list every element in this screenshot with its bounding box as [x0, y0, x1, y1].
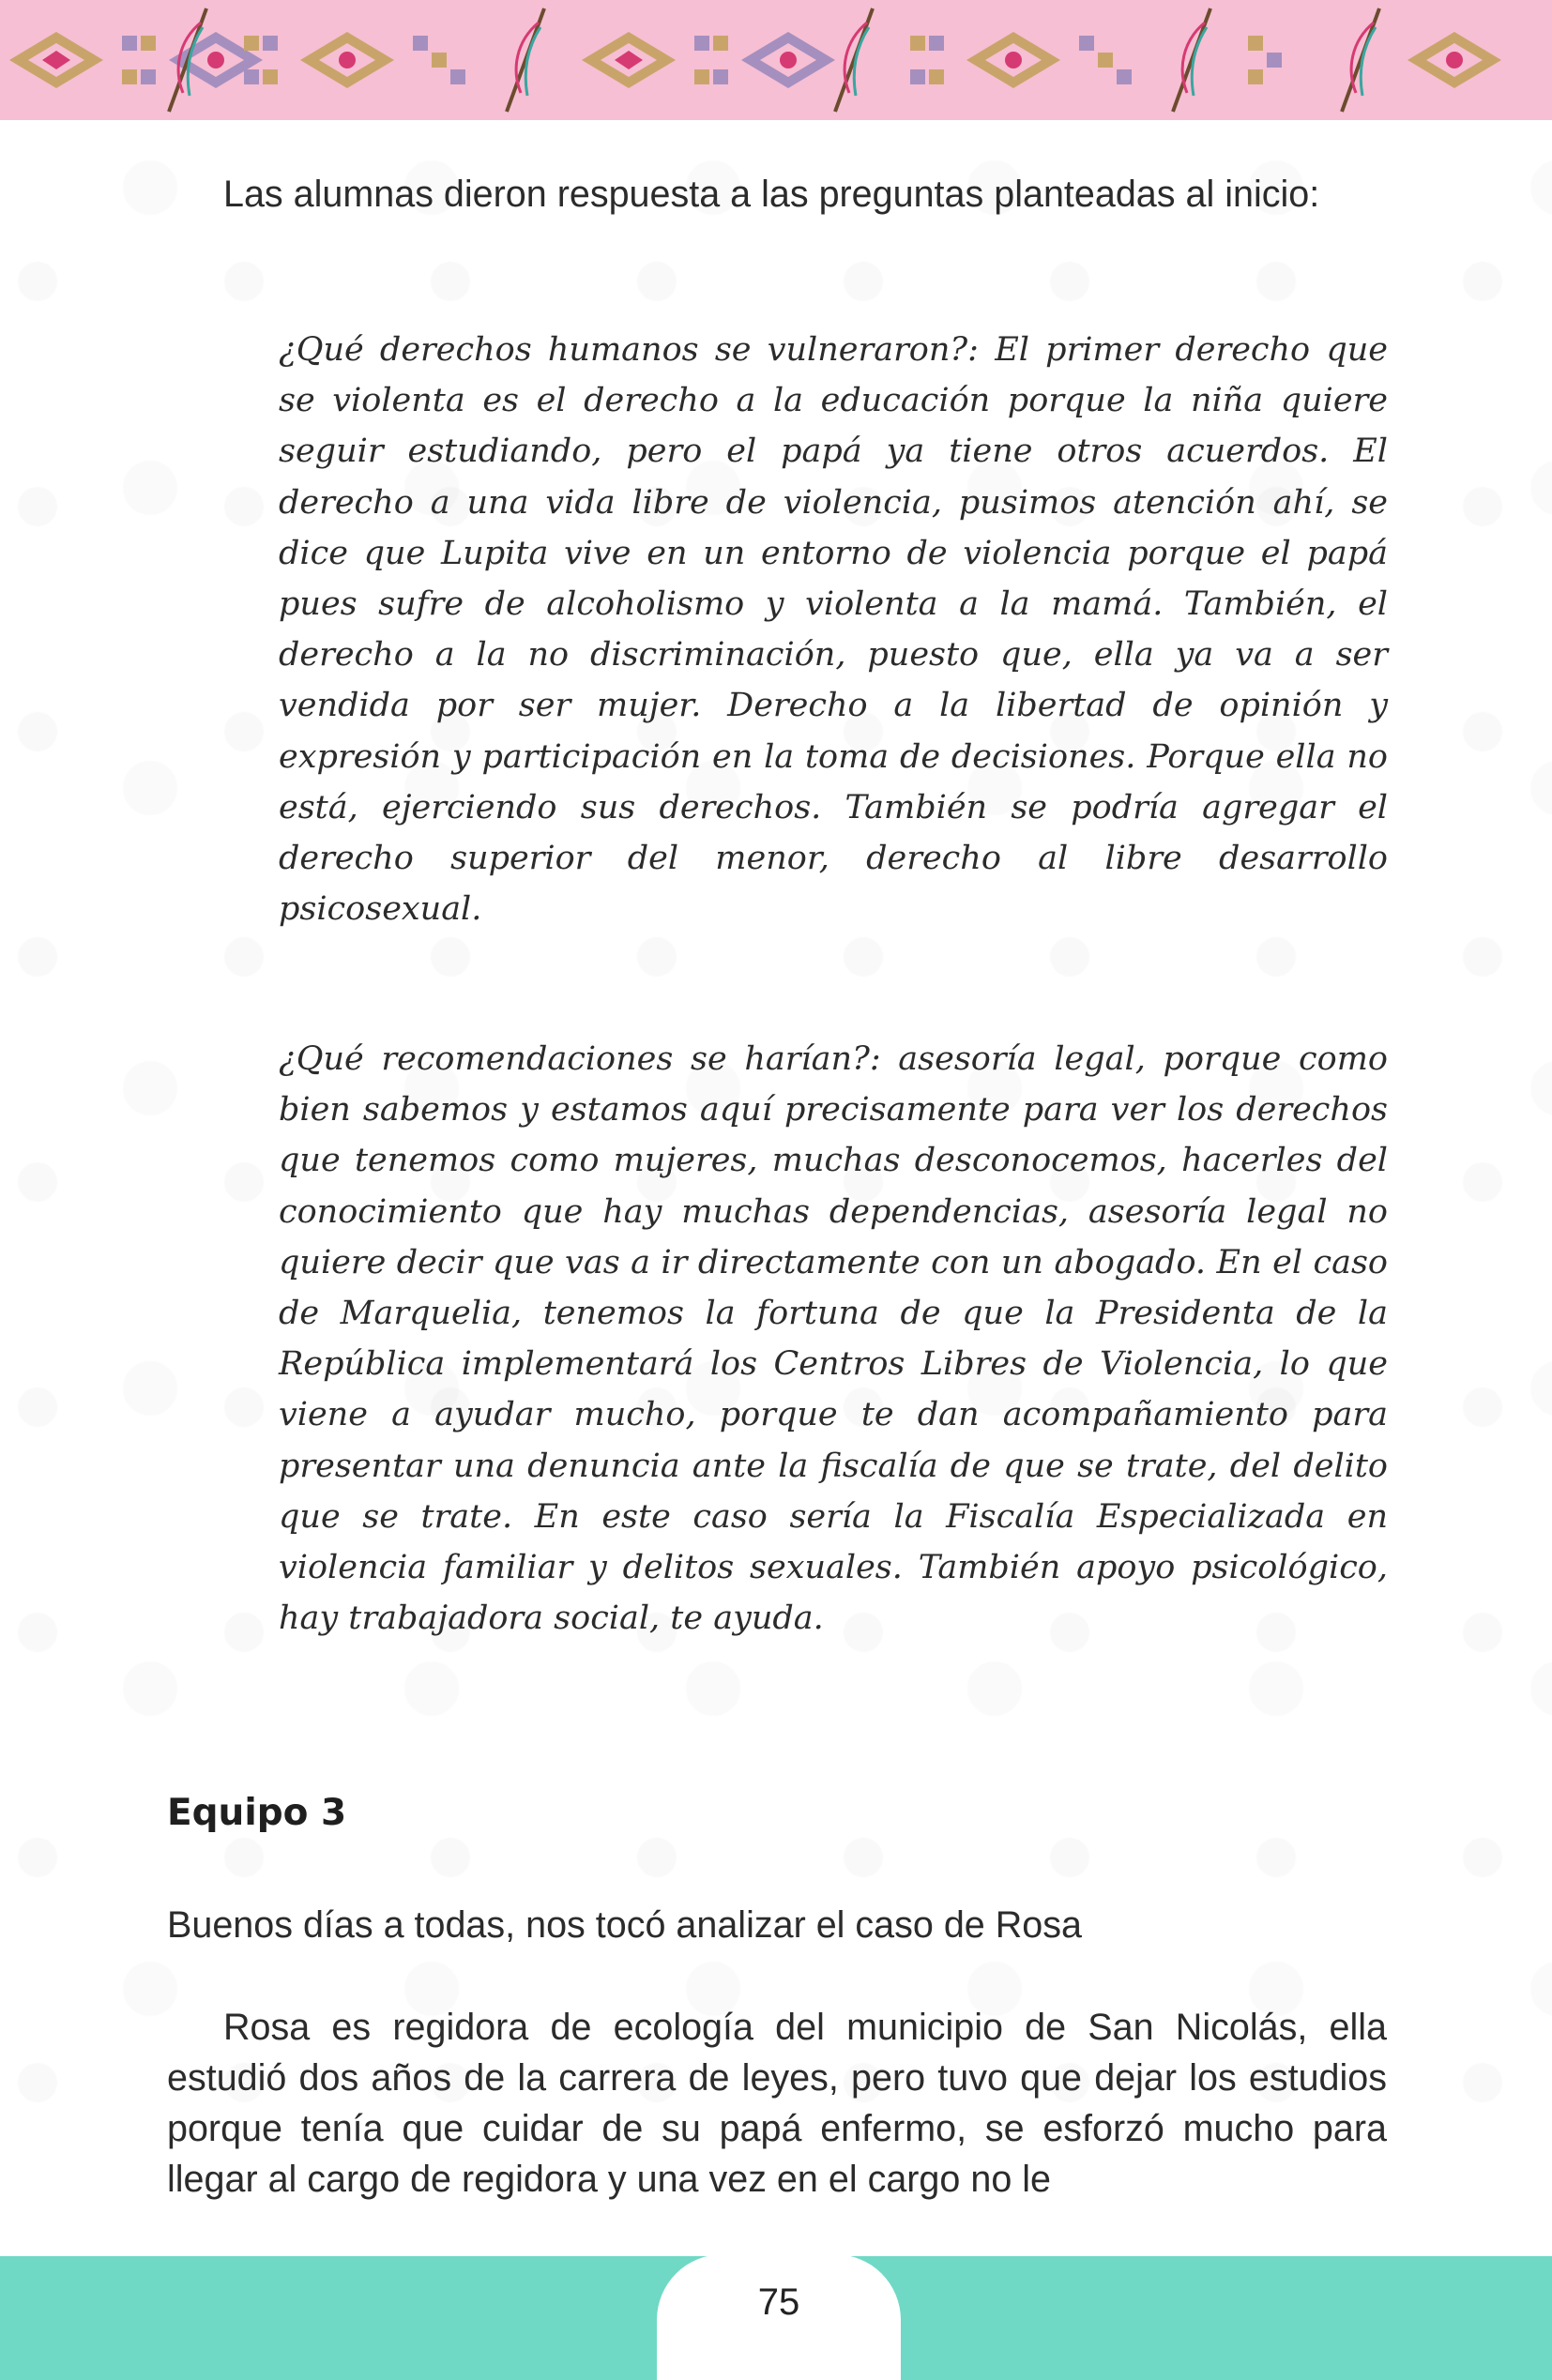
embroidery-motif-icon [225, 15, 544, 105]
feather-icon [1164, 4, 1220, 116]
feather-icon [160, 4, 216, 116]
feather-icon [826, 4, 882, 116]
feather-icon [497, 4, 554, 116]
top-decorative-band [0, 0, 1552, 120]
greeting-paragraph: Buenos días a todas, nos tocó analizar el caso de Rosa [167, 1904, 1082, 1946]
quote-rights-violated: ¿Qué derechos humanos se vulneraron?: El primer derecho que se violenta es el derecho a la educación porque la niña quiere seguir estudiando, pero el papá ya tiene otros acuerdos. El derecho a una vida libre de violencia, pusimos atención ahí, se dice que Lupita vive en un entorno de violencia porque el papá pues sufre de alcoholismo y violenta a la mamá. También, el derecho a la no discriminación, puesto que, ella ya va a ser vendida por ser mujer. Derecho a la libertad de opinión y expresión y participación en la toma de decisiones. Porque ella no está, ejerciendo sus derechos. También se podría agregar el derecho superior del menor, derecho al libre desarrollo psicosexual. [279, 331, 1388, 929]
quote-recommendations: ¿Qué recomendaciones se harían?: asesoría legal, porque como bien sabemos y estamos aquí precisamente para ver los derechos que tenemos como mujeres, muchas desconocemos, hacerles del conocimiento que hay muchas dependencias, asesoría legal no quiere decir que vas a ir directamente con un abogado. En el caso de Marquelia, tenemos la fortuna de que la Presidenta de la República implementará los Centros Libres de Violencia, lo que viene a ayudar mucho, porque te dan acompañamiento para presentar una denuncia ante la fiscalía de que se trate, del delito que se trate. En este caso sería la Fiscalía Especializada en violencia familiar y delitos sexuales. También apoyo psicológico, hay trabajadora social, te ayuda. [279, 1040, 1388, 1638]
section-heading: Equipo 3 [167, 1792, 347, 1834]
embroidery-motif-icon [891, 15, 1210, 105]
rosa-paragraph: Rosa es regidora de ecología del municipio de San Nicolás, ella estudió dos años de la carrera de leyes, pero tuvo que dejar los estudios porque tenía que cuidar de su papá enfermo, se esforzó mucho para llegar al cargo de regidora y una vez en el cargo no le [167, 2007, 1387, 2200]
intro-paragraph: Las alumnas dieron respuesta a las preguntas planteadas al inicio: [223, 174, 1320, 215]
embroidery-motif-icon [1229, 15, 1548, 105]
page-number: 75 [757, 2281, 800, 2323]
